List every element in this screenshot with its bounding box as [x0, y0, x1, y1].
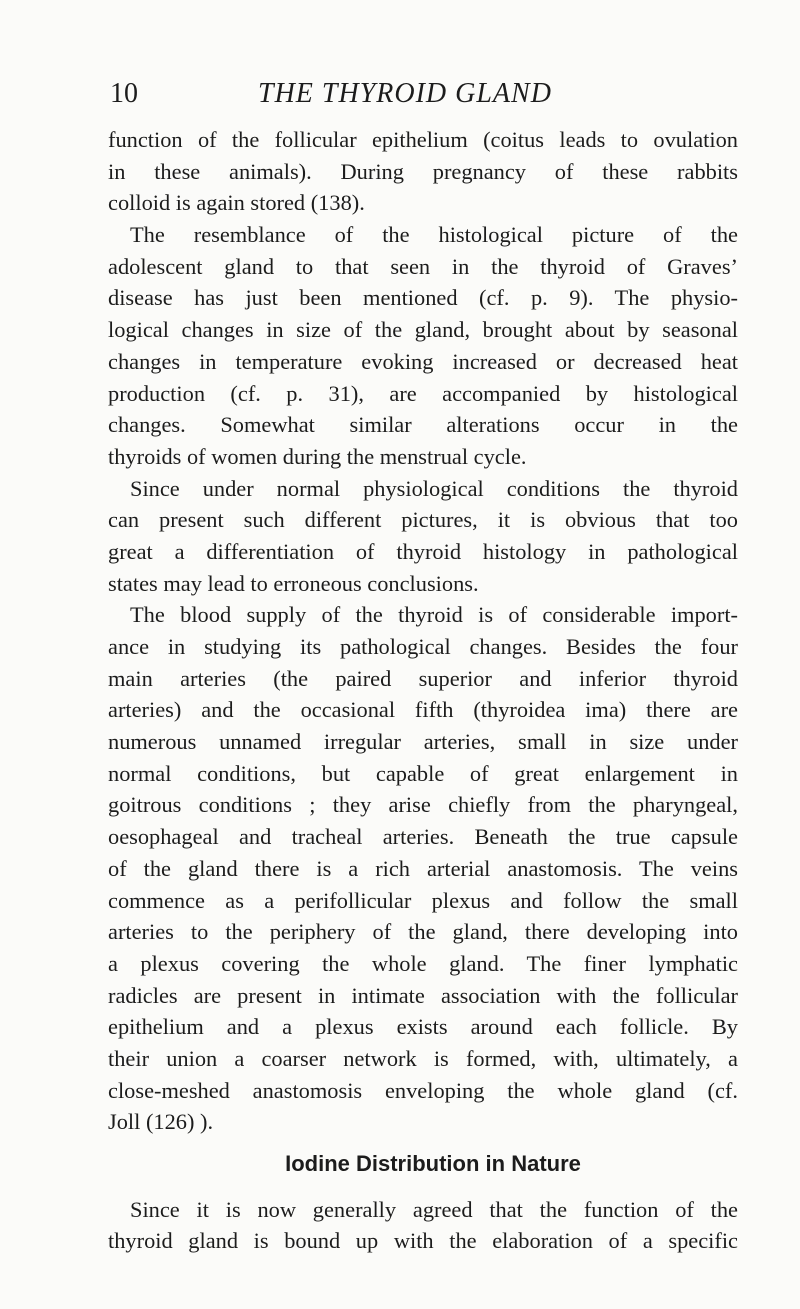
- text-line: colloid is again stored (138).: [108, 190, 365, 216]
- text-line: states may lead to erroneous conclusions.: [108, 570, 479, 596]
- text-line: normal conditions, but capable of great enlargement in: [108, 760, 738, 786]
- text-line: The blood supply of the thyroid is of considerable import-: [130, 602, 738, 628]
- text-line: production (cf. p. 31), are accompanied by histological: [108, 380, 738, 406]
- text-line: changes in temperature evoking increased or decreased heat: [108, 348, 738, 374]
- text-line: great a differentiation of thyroid histology in pathological: [108, 538, 738, 564]
- text-line: function of the follicular epithelium (coitus leads to ovulation: [108, 127, 738, 152]
- text-line: disease has just been mentioned (cf. p. 9). The physio-: [108, 285, 738, 311]
- section-heading: Iodine Distribution in Nature: [285, 1151, 581, 1176]
- text-line: a plexus covering the whole gland. The finer lymphatic: [108, 950, 738, 976]
- text-line: numerous unnamed irregular arteries, small in size under: [108, 729, 738, 755]
- text-line: oesophageal and tracheal arteries. Beneath the true capsule: [108, 824, 738, 850]
- text-line: main arteries (the paired superior and inferior thyroid: [108, 665, 738, 691]
- text-line: goitrous conditions ; they arise chiefly from the pharyngeal,: [108, 792, 738, 818]
- text-line: thyroids of women during the menstrual cycle.: [108, 443, 527, 469]
- text-line: of the gland there is a rich arterial anastomosis. The veins: [108, 855, 738, 881]
- text-line: close-meshed anastomosis enveloping the whole gland (cf.: [108, 1077, 738, 1103]
- text-line: Since it is now generally agreed that the function of the: [130, 1196, 738, 1222]
- text-line: radicles are present in intimate association with the follicular: [108, 982, 738, 1008]
- text-line: logical changes in size of the gland, brought about by seasonal: [108, 317, 738, 343]
- running-title: THE THYROID GLAND: [258, 78, 552, 109]
- text-line: commence as a perifollicular plexus and follow the small: [108, 887, 738, 913]
- body-text: [108, 124, 738, 1257]
- text-line: Joll (126) ).: [108, 1109, 214, 1135]
- text-line: can present such different pictures, it is obvious that too: [108, 507, 738, 533]
- text-line: ance in studying its pathological changes. Besides the four: [108, 634, 738, 659]
- page-number: 10: [110, 78, 138, 109]
- text-line: The resemblance of the histological picture of the: [130, 222, 738, 248]
- text-line: changes. Somewhat similar alterations occur in the: [108, 412, 738, 438]
- text-line: thyroid gland is bound up with the elaboration of a specific: [108, 1228, 738, 1254]
- text-line: arteries) and the occasional fifth (thyroidea ima) there are: [108, 697, 738, 723]
- text-line: Since under normal physiological conditions the thyroid: [130, 475, 738, 501]
- text-line: arteries to the periphery of the gland, there developing into: [108, 919, 738, 945]
- running-head: [110, 74, 730, 114]
- text-line: their union a coarser network is formed, with, ultimately, a: [108, 1045, 738, 1071]
- text-line: in these animals). During pregnancy of these rabbits: [108, 158, 738, 184]
- text-line: adolescent gland to that seen in the thyroid of Graves’: [108, 253, 738, 279]
- text-line: epithelium and a plexus exists around each follicle. By: [108, 1014, 738, 1040]
